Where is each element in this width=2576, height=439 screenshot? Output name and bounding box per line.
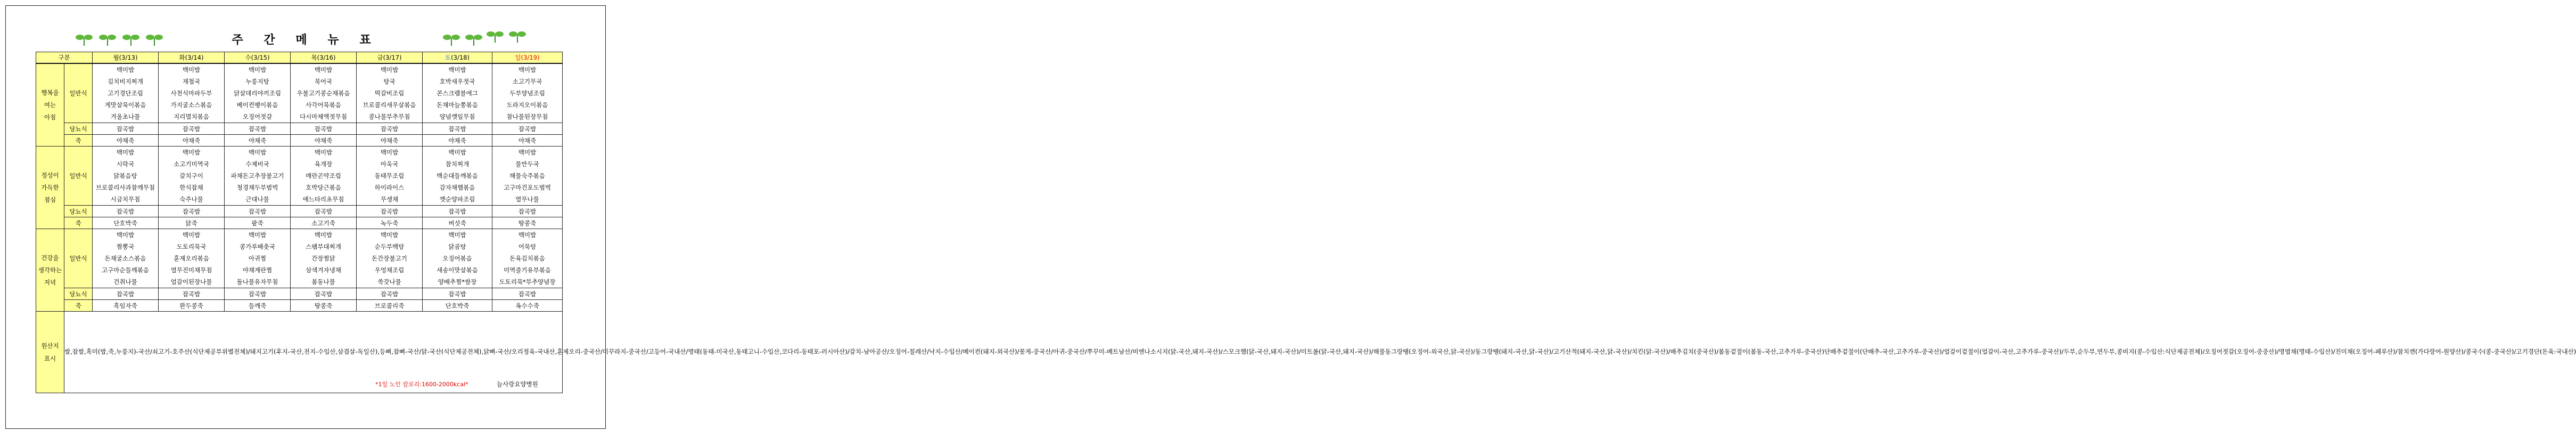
dish-item: 야채계란찜: [242, 266, 273, 274]
dish-item: 백미밥: [518, 66, 537, 74]
dish-item: 호박새우젓국: [439, 78, 475, 85]
dish-item: 백미밥: [116, 66, 135, 74]
porridge-cell: 땅콩죽: [291, 300, 357, 312]
dish-item: 짬뽕국: [116, 243, 135, 250]
dish-item: 게맛살묵이볶음: [104, 101, 146, 109]
dish-item: 돈육김치볶음: [509, 255, 545, 262]
diabetic-cell: 잡곡밥: [357, 123, 423, 135]
diabetic-cell: 잡곡밥: [93, 206, 159, 217]
sub-label-porridge: 죽: [64, 217, 93, 229]
dish-item: 새송이맛살볶음: [437, 266, 478, 274]
dish-item: 육개장: [314, 160, 333, 168]
origin-row: [36, 312, 563, 393]
day-header: [93, 52, 159, 64]
diabetic-cell: 잡곡밥: [93, 288, 159, 300]
dish-item: 갈치구이: [179, 172, 203, 180]
dish-item: 누룽지탕: [245, 78, 269, 85]
dish-item: 동태무조림: [374, 172, 405, 180]
dish-item: 소고기미역국: [174, 160, 209, 168]
dish-cell: [225, 63, 291, 123]
day-name: 수: [245, 54, 251, 61]
dish-item: 하이라이스: [374, 184, 405, 191]
dish-item: 다시마채액젓무침: [300, 113, 347, 120]
dish-item: 해물숙주볶음: [509, 172, 545, 180]
porridge-cell: 브로콜리죽: [357, 300, 423, 312]
dish-item: 돈간장불고기: [372, 255, 407, 262]
page-title: [223, 30, 382, 47]
dish-item: 쑥갓나물: [377, 278, 401, 286]
dish-item: 닭곰탕: [448, 243, 466, 250]
dish-item: 순두부백탕: [374, 243, 405, 250]
meal-porridge-row: [36, 135, 563, 147]
dish-item: 오징어볶음: [442, 255, 472, 262]
day-name: 금: [377, 54, 383, 61]
dish-item: 북어국: [314, 78, 333, 85]
dish-item: 참나물된장무침: [506, 113, 548, 120]
dish-item: 숙주나물: [179, 196, 203, 203]
dish-item: 우불고기콩순채볶음: [297, 90, 350, 97]
meal-label-line: 아침: [44, 113, 56, 121]
dish-cell: [159, 147, 225, 206]
meal-porridge-row: [36, 217, 563, 229]
dish-item: 오징어젓갈: [242, 113, 273, 120]
dish-item: 백미밥: [116, 149, 135, 156]
dish-cell: [492, 229, 563, 288]
dish-cell: [357, 229, 423, 288]
day-date: (3/15): [251, 54, 270, 61]
dish-item: 재첩국: [182, 78, 201, 85]
dish-item: 돈채마늘쫑볶음: [437, 101, 478, 109]
meal-regular-row: [36, 229, 563, 288]
diabetic-cell: 잡곡밥: [159, 288, 225, 300]
dish-item: 백미밥: [448, 149, 466, 156]
header-row: [36, 52, 563, 64]
dish-item: 백미밥: [314, 149, 333, 156]
porridge-cell: 소고기죽: [291, 217, 357, 229]
porridge-cell: 흑임자죽: [93, 300, 159, 312]
dish-item: 열무나물: [515, 196, 539, 203]
dish-item: 백미밥: [518, 231, 537, 239]
dish-item: 돈채굴소스볶음: [104, 255, 146, 262]
porridge-cell: 야채죽: [357, 135, 423, 147]
dish-item: 김치비지찌개: [108, 78, 143, 85]
diabetic-cell: 잡곡밥: [291, 288, 357, 300]
dish-cell: [492, 147, 563, 206]
porridge-cell: 버섯죽: [423, 217, 492, 229]
porridge-cell: 단호박죽: [423, 300, 492, 312]
dish-item: 브로콜리새우살볶음: [363, 101, 416, 109]
dish-item: 열무진미채무침: [170, 266, 212, 274]
meal-diabetic-row: [36, 288, 563, 300]
porridge-cell: 야채죽: [291, 135, 357, 147]
dish-item: 수제비국: [245, 160, 269, 168]
dish-item: 백미밥: [182, 66, 201, 74]
dish-item: 파채돈고추장불고기: [231, 172, 284, 180]
diabetic-cell: 잡곡밥: [357, 206, 423, 217]
porridge-cell: 땅콩죽: [492, 217, 563, 229]
day-name: 월: [113, 54, 119, 61]
dish-item: 닭살데리야끼조림: [234, 90, 281, 97]
dish-item: 메란곤약조림: [306, 172, 341, 180]
dish-cell: [159, 63, 225, 123]
dish-item: 백미밥: [248, 149, 267, 156]
dish-item: 깻순양파조림: [439, 196, 475, 203]
sub-label-diabetic: 당뇨식: [64, 206, 93, 217]
dish-item: 콩가루배춧국: [240, 243, 275, 250]
title-char: 표: [359, 33, 373, 47]
dish-cell: [357, 147, 423, 206]
porridge-cell: 야채죽: [225, 135, 291, 147]
dish-item: 백미밥: [116, 231, 135, 239]
day-date: (3/14): [185, 54, 204, 61]
dish-item: 시금치무침: [110, 196, 141, 203]
dish-cell: [93, 63, 159, 123]
dish-item: 지리멸치볶음: [174, 113, 209, 120]
title-char: 메: [295, 33, 309, 47]
meal-label-line: 생각하는: [38, 266, 62, 274]
dish-item: 백미밥: [380, 231, 399, 239]
title-char: 간: [264, 33, 277, 47]
dish-item: 겨울초나물: [110, 113, 141, 120]
dish-cell: [225, 229, 291, 288]
sprout-icon: [485, 29, 505, 43]
calorie-note: *1일 노인 칼로리:1600-2000kcal*: [375, 381, 468, 388]
sprout-icon: [464, 32, 483, 46]
dish-item: 청경채두부범벅: [236, 184, 278, 191]
day-header: [357, 52, 423, 64]
diabetic-cell: 잡곡밥: [492, 288, 563, 300]
origin-text: 쌀,잡쌀,흑미(밥,죽,누룽지)-국산/쇠고기-호주산(식단제공부위별전체)/돼지고기(후지-국산,전지-수입산,삼겹살-독일산),등뼈,잡뼈-국산/닭-국산(식단제공전체),닭뼈-국산/오리정육-국내산,훈제오리-중국산/미꾸라지-중국산/고등어-국내산/명태(동태-미국산,동태고니-수입산,코다리-동태포-러시아산)/갈치-남아공산/오징어-칠레산/낙지-수입산/베이컨(돼지-외국산)/꽃게-중국산/아귀-중국산/쭈꾸미-베트남산/비엔나소시지(닭-국산,돼지-국산)/스모크햄(닭-국산,돼지-국산)/미트볼(닭-국산,돼지-국산)/해물동그랑땡(오징어-외국산,닭-국산)/동그랑땡(돼지-국산,닭-국산)/고기산적(돼지-국산,닭-국산)/치킨(닭-국산)/배추김치(중국산)/봄동겉절이(봄동-국산,고추가루-중국산)단배추겉절이(단배추-국산,고추가루-중국산)/얼갈이겉절이(얼갈이-국산,고추가루-중국산)/두부,순두부,연두부,콩비지(콩-수입산:식단제공전체)/오징어젓갈(오징어-중중산)/명엽채(명태-수입산)/진미채(오징어-페루산)/참치캔(가다랑어-원양산)/콩국수(콩-중국산)/고기경단(돈육:국내산): [64, 348, 2576, 356]
dish-item: 스팸부대찌개: [306, 243, 341, 250]
sub-label-porridge: 죽: [64, 300, 93, 312]
meal-regular-row: [36, 63, 563, 123]
dish-item: 아욱국: [380, 160, 399, 168]
dish-cell: [423, 63, 492, 123]
meal-label-line: 정성이: [41, 171, 59, 179]
dish-item: 백미밥: [380, 149, 399, 156]
dish-item: 탕국: [383, 78, 396, 85]
porridge-cell: 닭죽: [159, 217, 225, 229]
dish-item: 백순대들깨볶음: [437, 172, 478, 180]
dish-item: 물만두국: [515, 160, 539, 168]
sprout-icon: [508, 29, 527, 43]
hospital-name: 늘사랑요양병원: [497, 380, 538, 388]
diabetic-cell: 잡곡밥: [492, 123, 563, 135]
dish-cell: [291, 147, 357, 206]
meal-label-line: 건강을: [41, 254, 59, 262]
dish-item: 두부양념조림: [509, 90, 545, 97]
diabetic-cell: 잡곡밥: [423, 206, 492, 217]
meal-label: [36, 229, 64, 312]
dish-item: 백미밥: [314, 231, 333, 239]
dish-item: 참치찌개: [445, 160, 470, 168]
dish-item: 브로콜리사과참깨무침: [95, 184, 155, 191]
dish-item: 삼색겨자냉채: [306, 266, 341, 274]
porridge-cell: 야채죽: [93, 135, 159, 147]
dish-item: 베이컨팽이볶음: [236, 101, 278, 109]
sprout-icon: [145, 32, 164, 46]
diabetic-cell: 잡곡밥: [225, 123, 291, 135]
title-char: 뉴: [327, 33, 341, 47]
meal-porridge-row: [36, 300, 563, 312]
dish-item: 우엉채조림: [374, 266, 405, 274]
dish-cell: [423, 229, 492, 288]
meal-label: [36, 63, 64, 147]
origin-text-cell: [64, 312, 2576, 393]
sprout-icon: [121, 32, 141, 46]
diabetic-cell: 잡곡밥: [492, 206, 563, 217]
sub-label-regular: 일반식: [64, 147, 93, 206]
day-date: (3/19): [521, 54, 540, 61]
meal-label-line: 가득한: [41, 183, 59, 191]
meal-diabetic-row: [36, 123, 563, 135]
dish-cell: [357, 63, 423, 123]
day-header: [291, 52, 357, 64]
diabetic-cell: 잡곡밥: [93, 123, 159, 135]
porridge-cell: 팥죽: [225, 217, 291, 229]
dish-item: 소고기무국: [512, 78, 542, 85]
dish-cell: [291, 63, 357, 123]
sub-label-diabetic: 당뇨식: [64, 123, 93, 135]
diabetic-cell: 잡곡밥: [423, 123, 492, 135]
day-date: (3/18): [451, 54, 470, 61]
dish-item: 백미밥: [182, 231, 201, 239]
diabetic-cell: 잡곡밥: [291, 123, 357, 135]
day-header: [225, 52, 291, 64]
dish-item: 백미밥: [248, 66, 267, 74]
dish-item: 백미밥: [380, 66, 399, 74]
dish-item: 고구마순들깨볶음: [102, 266, 149, 274]
dish-item: 백미밥: [248, 231, 267, 239]
sub-label-regular: 일반식: [64, 229, 93, 288]
weekly-menu-table: [36, 52, 2576, 393]
dish-item: 백미밥: [448, 231, 466, 239]
day-header: [159, 52, 225, 64]
porridge-cell: 들깨죽: [225, 300, 291, 312]
sub-label-porridge: 죽: [64, 135, 93, 147]
dish-item: 돌나물유자무침: [236, 278, 278, 286]
dish-item: 도토리묵*부추양념장: [499, 278, 556, 286]
day-name: 일: [515, 54, 521, 61]
dish-cell: [93, 229, 159, 288]
porridge-cell: 완두콩죽: [159, 300, 225, 312]
dish-item: 양배추찜*쌈장: [438, 278, 477, 286]
dish-item: 감자채햄볶음: [439, 184, 475, 191]
dish-item: 양념깻잎무침: [439, 113, 475, 120]
dish-item: 시락국: [116, 160, 135, 168]
dish-item: 미역줄기유부볶음: [504, 266, 551, 274]
dish-item: 애느타리초무침: [302, 196, 344, 203]
meal-regular-row: [36, 147, 563, 206]
day-date: (3/16): [317, 54, 336, 61]
dish-item: 아귀찜: [248, 255, 267, 262]
dish-item: 무생채: [380, 196, 399, 203]
diabetic-cell: 잡곡밥: [159, 206, 225, 217]
day-header: [423, 52, 492, 64]
day-header: [492, 52, 563, 64]
dish-item: 도토리묵국: [176, 243, 207, 250]
dish-item: 떡갈비조림: [374, 90, 405, 97]
porridge-cell: 야채죽: [423, 135, 492, 147]
diabetic-cell: 잡곡밥: [159, 123, 225, 135]
dish-item: 고구마건포도범벅: [504, 184, 551, 191]
dish-item: 사천식마파두부: [170, 90, 212, 97]
dish-item: 고기경단조림: [108, 90, 143, 97]
day-name: 토: [445, 54, 451, 61]
dish-item: 건취나물: [113, 278, 137, 286]
sub-label-diabetic: 당뇨식: [64, 288, 93, 300]
meal-label-line: 여는: [44, 101, 56, 109]
diabetic-cell: 잡곡밥: [225, 206, 291, 217]
origin-label: [36, 312, 64, 393]
dish-item: 백미밥: [448, 66, 466, 74]
diabetic-cell: 잡곡밥: [225, 288, 291, 300]
day-date: (3/13): [119, 54, 138, 61]
sub-label-regular: 일반식: [64, 63, 93, 123]
dish-cell: [492, 63, 563, 123]
meal-label-line: 점심: [44, 196, 56, 204]
dish-item: 근대나물: [245, 196, 269, 203]
dish-item: 콩나물부추무침: [368, 113, 410, 120]
meal-label: [36, 147, 64, 229]
day-name: 화: [179, 54, 185, 61]
meal-diabetic-row: [36, 206, 563, 217]
origin-label-line: 표시: [44, 355, 56, 362]
dish-item: 한식잡채: [179, 184, 203, 191]
meal-label-line: 행복을: [41, 88, 59, 96]
porridge-cell: 녹두죽: [357, 217, 423, 229]
dish-cell: [93, 147, 159, 206]
dish-item: 백미밥: [518, 149, 537, 156]
meal-label-line: 저녁: [44, 278, 56, 286]
dish-item: 도라지오이볶음: [506, 101, 548, 109]
dish-item: 간장찜닭: [311, 255, 335, 262]
dish-item: 어묵탕: [518, 243, 537, 250]
dish-item: 훈제오리볶음: [174, 255, 209, 262]
dish-item: 사각어묵볶음: [306, 101, 341, 109]
dish-item: 백미밥: [182, 149, 201, 156]
dish-item: 봄동나물: [311, 278, 335, 286]
sprout-icon: [442, 32, 461, 46]
dish-cell: [423, 147, 492, 206]
porridge-cell: 야채죽: [159, 135, 225, 147]
dish-item: 얼갈이된장나물: [170, 278, 212, 286]
title-char: 주: [232, 33, 245, 47]
dish-cell: [225, 147, 291, 206]
sprout-icon: [75, 32, 94, 46]
porridge-cell: 야채죽: [492, 135, 563, 147]
porridge-cell: 옥수수죽: [492, 300, 563, 312]
dish-item: 닭볶음탕: [113, 172, 137, 180]
sprout-icon: [98, 32, 117, 46]
diabetic-cell: 잡곡밥: [291, 206, 357, 217]
origin-label-line: 원산지: [41, 342, 59, 349]
day-name: 목: [311, 54, 317, 61]
dish-item: 콘스크램블에그: [437, 90, 478, 97]
header-label: 구분: [36, 52, 93, 64]
dish-item: 가지굴소스볶음: [170, 101, 212, 109]
diabetic-cell: 잡곡밥: [423, 288, 492, 300]
dish-cell: [291, 229, 357, 288]
diabetic-cell: 잡곡밥: [357, 288, 423, 300]
dish-item: 백미밥: [314, 66, 333, 74]
porridge-cell: 단호박죽: [93, 217, 159, 229]
dish-item: 호박당근볶음: [306, 184, 341, 191]
dish-cell: [159, 229, 225, 288]
day-date: (3/17): [383, 54, 402, 61]
